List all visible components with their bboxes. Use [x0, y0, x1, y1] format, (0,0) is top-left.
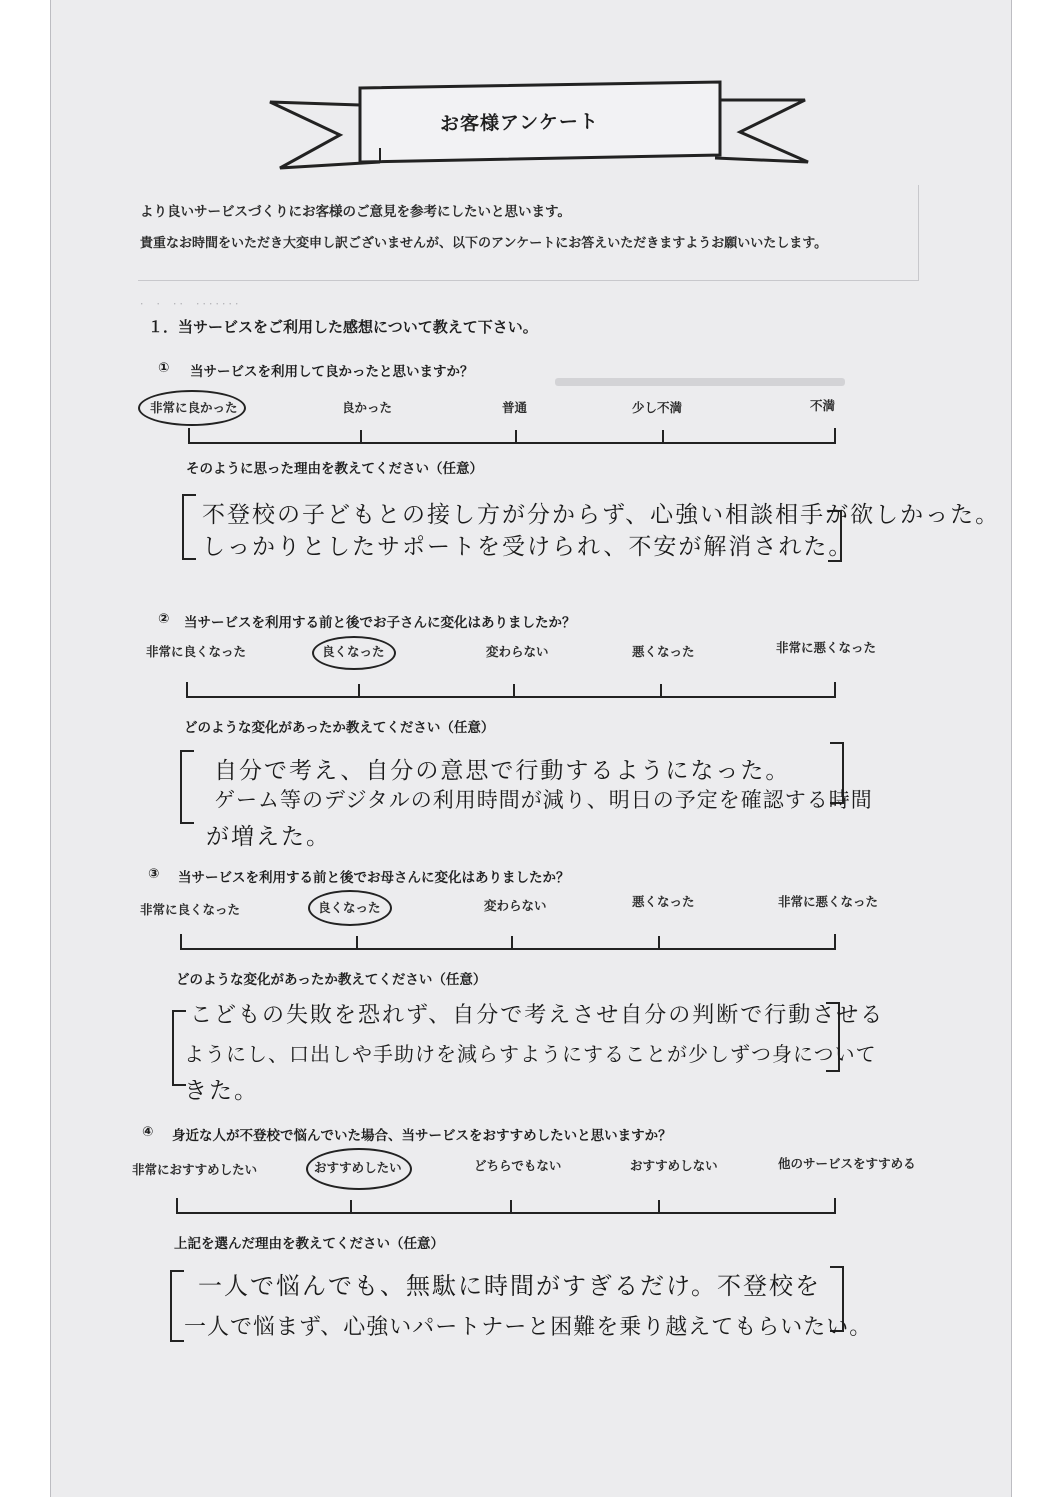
q4-answer-line-2: 一人で悩まず、心強いパートナーと困難を乗り越えてもらいたい。: [184, 1315, 873, 1340]
q4-option-4[interactable]: おすすめしない: [630, 1158, 718, 1173]
q3-option-3[interactable]: 変わらない: [484, 898, 547, 913]
q3-option-4[interactable]: 悪くなった: [632, 894, 695, 909]
q1-answer-line-1: 不登校の子どもとの接し方が分からず、心強い相談相手が欲しかった。: [202, 502, 1001, 528]
question-4-number: ④: [142, 1124, 154, 1140]
question-4-text: 身近な人が不登校で悩んでいた場合、当サービスをおすすめしたいと思いますか？: [172, 1128, 672, 1144]
q2-option-4[interactable]: 悪くなった: [632, 644, 695, 659]
question-3-text: 当サービスを利用する前と後でお母さんに変化はありましたか？: [178, 870, 570, 886]
q2-answer-line-3: が増えた。: [206, 824, 331, 850]
q3-option-2[interactable]: 良くなった: [318, 900, 381, 915]
q4-reason-prompt: 上記を選んだ理由を教えてください（任意）: [174, 1236, 444, 1252]
q2-rating-scale[interactable]: [186, 682, 836, 698]
q2-reason-prompt: どのような変化があったか教えてください（任意）: [184, 720, 495, 736]
q2-option-3[interactable]: 変わらない: [486, 644, 549, 659]
q2-selected-circle: [312, 636, 396, 670]
q3-selected-circle: [308, 890, 392, 926]
q4-left-bracket: [170, 1270, 184, 1342]
q3-rating-scale[interactable]: [180, 934, 836, 950]
q3-answer-line-2: ようにし、口出しや手助けを減らすようにすることが少しずつ身について: [184, 1042, 877, 1066]
q1-option-3[interactable]: 普通: [502, 400, 528, 415]
page-title: お客様アンケート: [439, 110, 600, 136]
q4-answer-line-1: 一人で悩んでも、無駄に時間がすぎるだけ。不登校を: [198, 1272, 822, 1300]
q4-option-5[interactable]: 他のサービスをすすめる: [778, 1156, 916, 1171]
intro-line-1: より良いサービスづくりにお客様のご意見を参考にしたいと思います。: [140, 204, 571, 220]
section-heading: １．当サービスをご利用した感想について教えて下さい。: [148, 318, 538, 336]
q3-answer-line-1: こどもの失敗を恐れず、自分で考えさせ自分の判断で行動させる: [190, 1003, 885, 1028]
q2-option-1[interactable]: 非常に良くなった: [146, 644, 247, 659]
q3-option-5[interactable]: 非常に悪くなった: [778, 894, 879, 909]
q4-option-1[interactable]: 非常におすすめしたい: [132, 1162, 258, 1177]
q2-answer-line-1: 自分で考え、自分の意思で行動するようになった。: [214, 758, 791, 784]
question-3-number: ③: [148, 866, 160, 882]
q3-option-1[interactable]: 非常に良くなった: [140, 902, 241, 917]
intro-line-2: 貴重なお時間をいただき大変申し訳ございませんが、以下のアンケートにお答えいただきますようお願いいたします。: [140, 236, 828, 251]
q2-left-bracket: [180, 750, 194, 824]
q1-answer-line-2: しっかりとしたサポートを受けられ、不安が解消された。: [202, 534, 854, 560]
q4-selected-circle: [306, 1148, 412, 1190]
question-2-text: 当サービスを利用する前と後でお子さんに変化はありましたか？: [184, 615, 576, 631]
q1-selected-circle: [138, 390, 246, 426]
q2-option-5[interactable]: 非常に悪くなった: [776, 640, 877, 655]
question-1-text: 当サービスを利用して良かったと思いますか？: [190, 364, 474, 380]
q2-option-2[interactable]: 良くなった: [322, 644, 385, 659]
q4-option-3[interactable]: どちらでもない: [474, 1158, 562, 1173]
q2-answer-line-2: ゲーム等のデジタルの利用時間が減り、明日の予定を確認する時間: [214, 788, 873, 812]
q3-answer-line-3: きた。: [184, 1078, 259, 1104]
q1-left-bracket: [182, 494, 196, 560]
q4-rating-scale[interactable]: [176, 1198, 836, 1214]
bleed-through-text: ． ． ．． ．．．．．．．: [140, 294, 247, 307]
question-2-number: ②: [158, 611, 170, 627]
q1-rating-scale[interactable]: [188, 428, 836, 444]
q1-reason-prompt: そのように思った理由を教えてください（任意）: [186, 461, 483, 477]
question-1-number: ①: [158, 360, 170, 376]
q4-option-2[interactable]: おすすめしたい: [314, 1160, 402, 1175]
q1-option-1[interactable]: 非常に良かった: [150, 400, 238, 415]
q1-option-5[interactable]: 不満: [810, 398, 836, 413]
q1-option-4[interactable]: 少し不満: [632, 400, 683, 415]
smudge: [555, 378, 845, 386]
q1-option-2[interactable]: 良かった: [342, 400, 393, 415]
q3-reason-prompt: どのような変化があったか教えてください（任意）: [176, 972, 487, 988]
